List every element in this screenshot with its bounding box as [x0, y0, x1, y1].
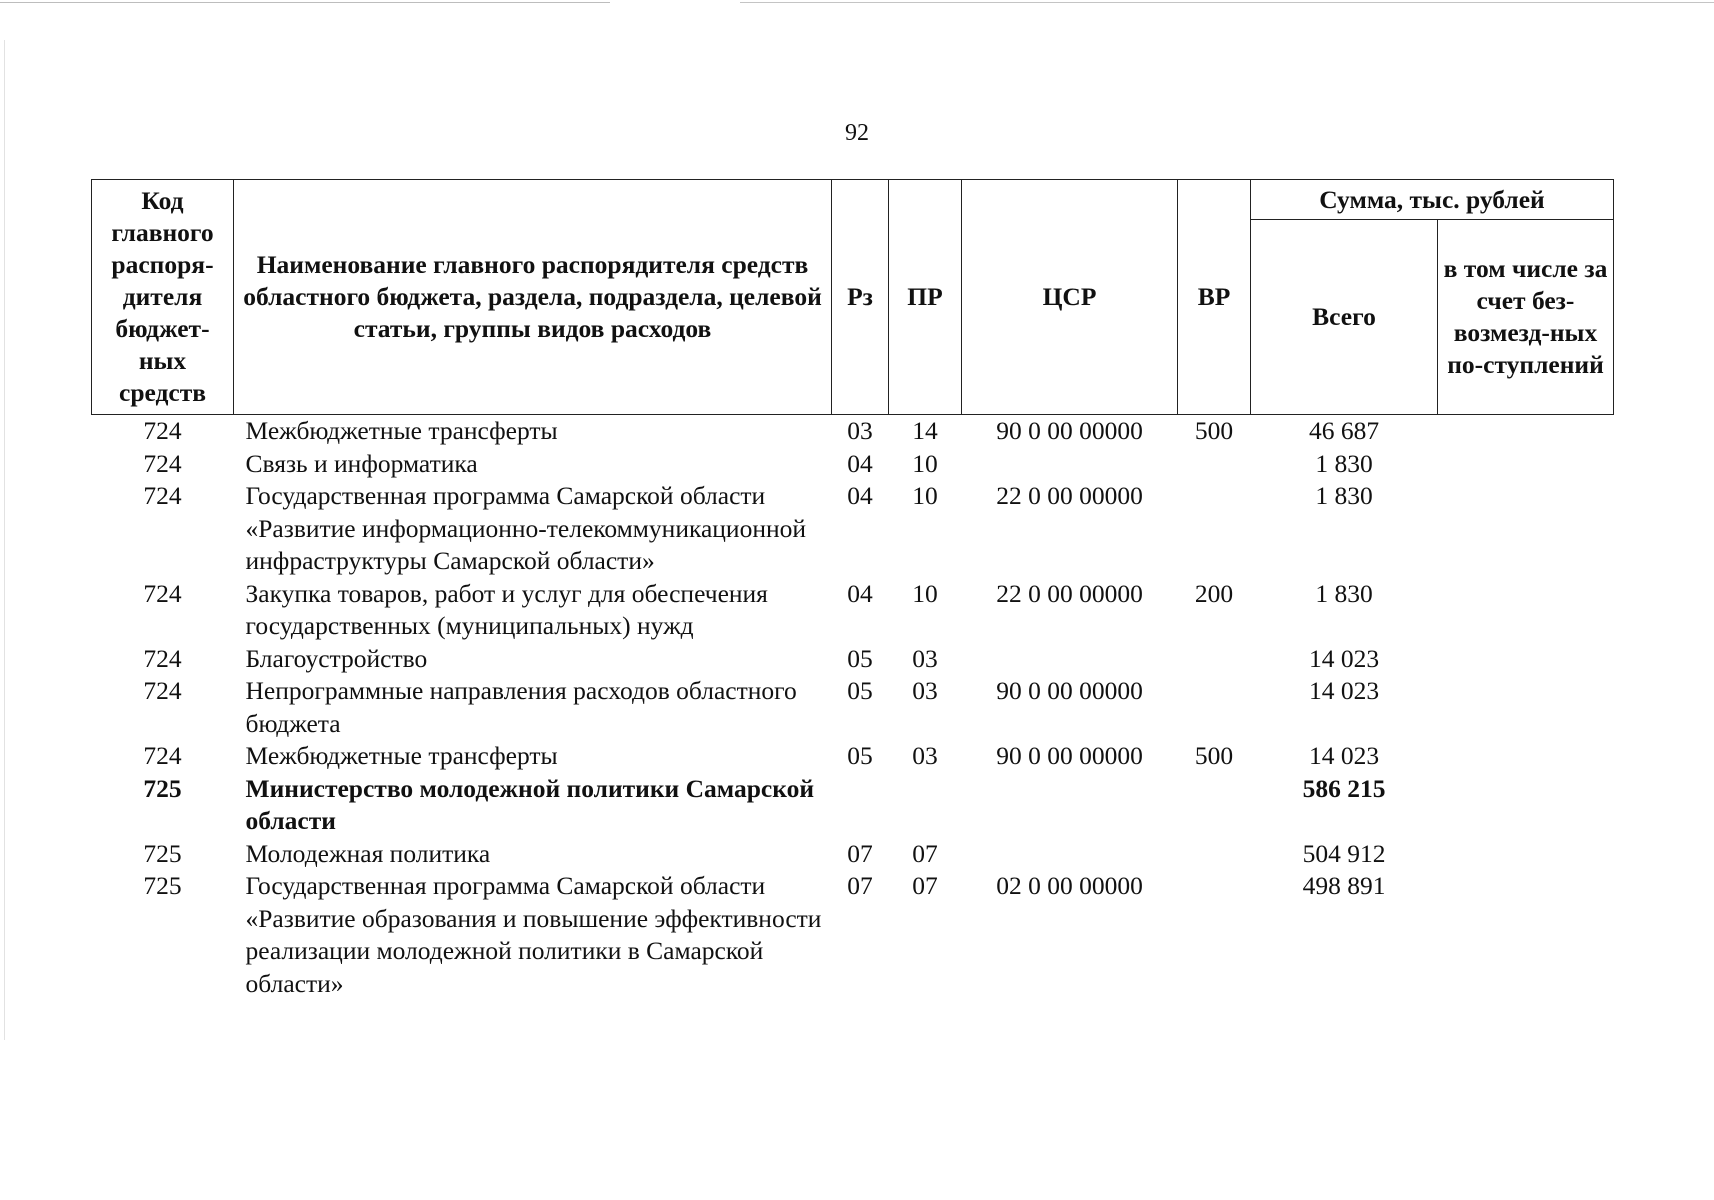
cell-name: Молодежная политика	[245, 838, 491, 868]
cell-code: 725	[143, 838, 182, 868]
cell-rz: 05	[847, 741, 873, 770]
cell-total: 498 891	[1302, 871, 1386, 900]
table-row	[92, 838, 1614, 871]
table-row	[92, 415, 1614, 448]
header-pr: ПР	[889, 180, 962, 415]
cell-code: 724	[143, 741, 182, 770]
cell-rz: 07	[847, 871, 873, 900]
cell-name: Непрограммные направления расходов областного бюджета	[245, 676, 797, 738]
cell-rz: 07	[847, 838, 873, 868]
header-gratuitous: в том числе за счет без-возмезд-ных по-ступлений	[1438, 220, 1614, 415]
cell-pr: 03	[912, 643, 938, 673]
table-row	[92, 870, 1614, 1000]
table-row	[92, 480, 1614, 578]
cell-pr	[889, 773, 962, 838]
cell-pr: 10	[912, 578, 938, 608]
cell-vr: 500	[1194, 416, 1234, 445]
cell-csr: 02 0 00 00000	[996, 871, 1143, 900]
cell-gratuitous	[1438, 870, 1614, 1000]
cell-name: Межбюджетные трансферты	[245, 741, 558, 770]
cell-gratuitous	[1438, 415, 1614, 448]
table-row	[92, 740, 1614, 773]
cell-gratuitous	[1438, 773, 1614, 838]
cell-csr: 90 0 00 00000	[996, 416, 1143, 445]
cell-gratuitous	[1438, 480, 1614, 578]
scan-edge-line	[4, 40, 5, 1040]
header-total: Всего	[1251, 220, 1438, 415]
header-rz: Рз	[832, 180, 889, 415]
cell-pr: 10	[912, 448, 938, 478]
cell-pr: 07	[912, 871, 938, 900]
cell-csr	[962, 643, 1178, 676]
cell-code: 724	[143, 416, 182, 445]
cell-name: Межбюджетные трансферты	[245, 416, 558, 445]
cell-csr: 22 0 00 00000	[996, 481, 1143, 510]
header-sum: Сумма, тыс. рублей	[1251, 180, 1614, 220]
cell-pr: 10	[912, 481, 938, 510]
cell-vr	[1178, 773, 1251, 838]
cell-rz: 03	[847, 416, 873, 445]
cell-gratuitous	[1438, 578, 1614, 643]
cell-pr: 07	[912, 838, 938, 868]
cell-gratuitous	[1438, 643, 1614, 676]
cell-rz: 04	[847, 448, 873, 478]
cell-total: 504 912	[1302, 838, 1386, 868]
cell-code: 725	[143, 773, 182, 803]
table-row	[92, 675, 1614, 740]
cell-rz	[832, 773, 889, 838]
cell-total: 1 830	[1315, 481, 1373, 510]
cell-pr: 14	[912, 416, 938, 445]
cell-csr: 22 0 00 00000	[996, 578, 1143, 608]
cell-code: 724	[143, 448, 182, 478]
cell-total: 1 830	[1315, 578, 1373, 608]
cell-gratuitous	[1438, 448, 1614, 481]
cell-code: 724	[143, 578, 182, 608]
cell-total: 586 215	[1302, 773, 1386, 803]
cell-csr	[962, 838, 1178, 871]
cell-vr	[1178, 480, 1251, 578]
cell-gratuitous	[1438, 675, 1614, 740]
cell-vr	[1178, 838, 1251, 871]
cell-code: 725	[143, 871, 182, 900]
header-name: Наименование главного распорядителя средств областного бюджета, раздела, подраздела, целевой статьи, группы видов расходов	[234, 180, 832, 415]
cell-csr	[962, 448, 1178, 481]
cell-pr: 03	[912, 741, 938, 770]
header-code: Код главного распоря-дителя бюджет-ных средств	[92, 180, 234, 415]
page-number: 92	[845, 120, 869, 146]
cell-name: Благоустройство	[245, 643, 428, 673]
cell-total: 14 023	[1308, 676, 1380, 705]
cell-name: Государственная программа Самарской области «Развитие образования и повышение эффективности реализации молодежной политики в Самарской области»	[245, 871, 822, 998]
table-row	[92, 643, 1614, 676]
cell-total: 1 830	[1315, 448, 1373, 478]
cell-rz: 05	[847, 643, 873, 673]
cell-total: 14 023	[1308, 741, 1380, 770]
cell-csr	[962, 773, 1178, 838]
cell-name: Государственная программа Самарской области «Развитие информационно-телекоммуникационной инфраструктуры Самарской области»	[245, 481, 807, 575]
cell-csr: 90 0 00 00000	[996, 676, 1143, 705]
table-row	[92, 448, 1614, 481]
cell-rz: 04	[847, 481, 873, 510]
cell-csr: 90 0 00 00000	[996, 741, 1143, 770]
table-body	[92, 415, 1614, 1001]
table-row	[92, 773, 1614, 838]
cell-code: 724	[143, 676, 182, 705]
scan-edge-line	[0, 2, 610, 3]
budget-table	[91, 179, 1614, 1000]
cell-vr: 500	[1194, 741, 1234, 770]
header-csr: ЦСР	[962, 180, 1178, 415]
header-vr: ВР	[1178, 180, 1251, 415]
cell-name: Закупка товаров, работ и услуг для обеспечения государственных (муниципальных) нужд	[245, 578, 768, 640]
cell-pr: 03	[912, 676, 938, 705]
cell-vr: 200	[1194, 578, 1234, 608]
cell-rz: 05	[847, 676, 873, 705]
cell-total: 46 687	[1308, 416, 1380, 445]
cell-name: Министерство молодежной политики Самарской области	[245, 773, 815, 835]
cell-vr	[1178, 675, 1251, 740]
cell-gratuitous	[1438, 740, 1614, 773]
cell-total: 14 023	[1308, 643, 1380, 673]
cell-code: 724	[143, 481, 182, 510]
cell-vr	[1178, 643, 1251, 676]
cell-gratuitous	[1438, 838, 1614, 871]
cell-vr	[1178, 448, 1251, 481]
table-row	[92, 578, 1614, 643]
cell-rz: 04	[847, 578, 873, 608]
cell-code: 724	[143, 643, 182, 673]
cell-name: Связь и информатика	[245, 448, 478, 478]
scan-edge-line	[740, 2, 1714, 3]
cell-vr	[1178, 870, 1251, 1000]
